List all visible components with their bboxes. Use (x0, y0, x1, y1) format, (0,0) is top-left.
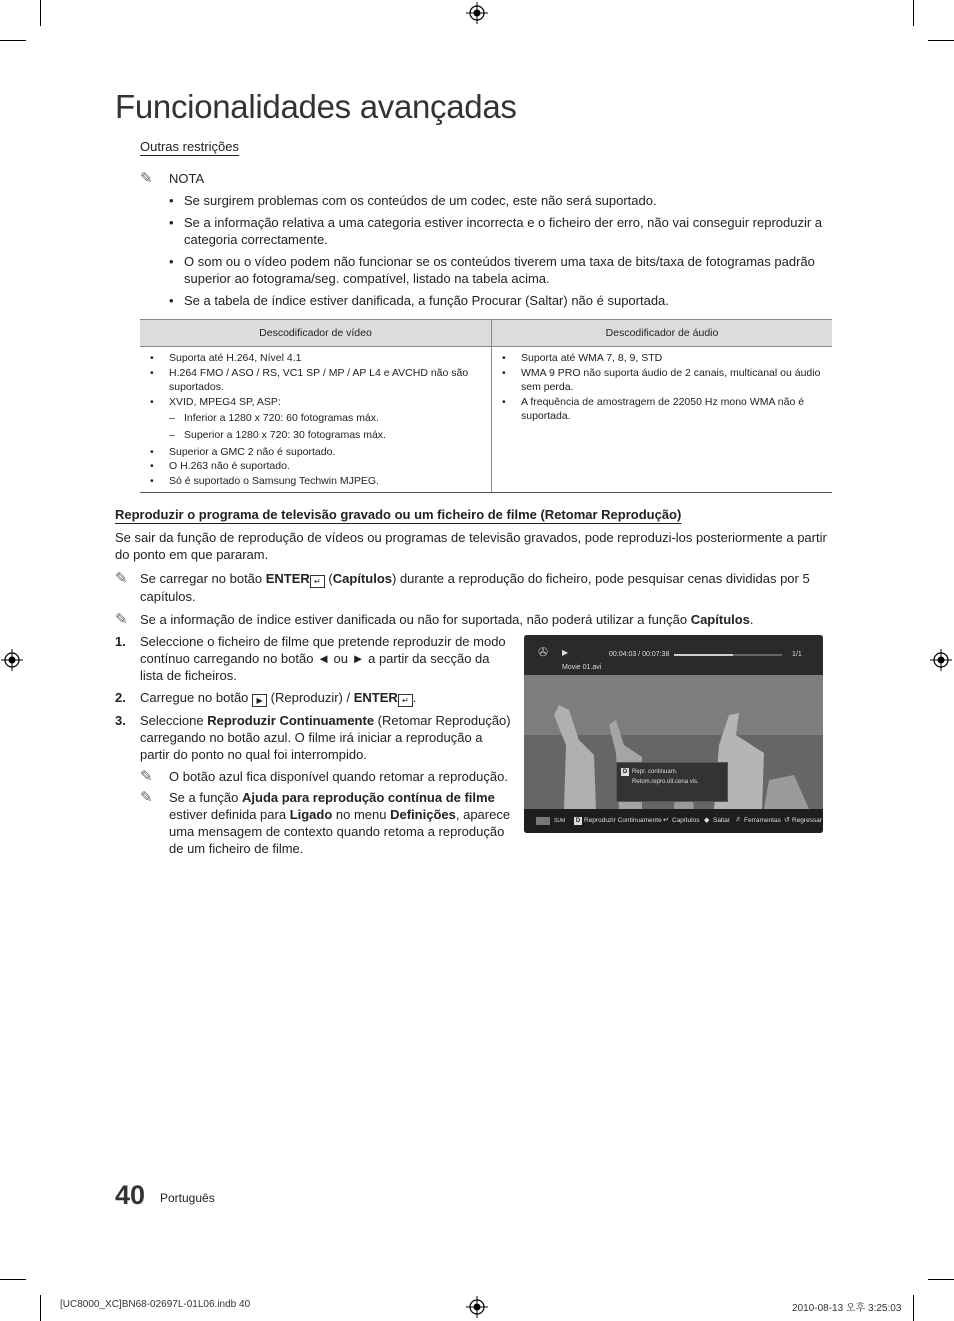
page-number: 40 (115, 1180, 146, 1210)
tv-info-bar (524, 635, 823, 675)
sub-list-item: – Inferior a 1280 x 720: 60 fotogramas máx. (169, 411, 485, 426)
section-heading: Reproduzir o programa de televisão gravado ou um ficheiro de filme (Retomar Reprodução) (115, 507, 682, 522)
list-item: • Suporta até H.264, Nível 4.1 (150, 351, 485, 366)
registration-mark-icon (466, 1296, 488, 1318)
steps-list (115, 633, 515, 861)
skip-button[interactable]: Saltar (713, 817, 730, 824)
list-item: • Se a informação relativa a uma categoria estiver incorrecta e o ficheiro der erro, não vai conseguir reproduzir a categoria correctamente. (169, 214, 839, 248)
tools-button[interactable]: Ferramentas (744, 817, 781, 824)
chapters-icon: ↵ (663, 817, 669, 824)
film-reel-icon: ✇ (538, 645, 549, 659)
codec-table (140, 319, 832, 493)
progress-track (674, 654, 782, 656)
registration-mark-icon (1, 649, 23, 671)
page-language: Português (160, 1191, 215, 1205)
registration-mark-icon (930, 649, 952, 671)
skip-icon: ◆ (704, 817, 710, 824)
crop-mark (40, 1295, 41, 1321)
enter-key: ENTER (265, 571, 310, 586)
popup-message: Retom.repro.últ.cena vis. (632, 779, 699, 785)
crop-mark (928, 1279, 954, 1280)
note-pencil-icon: ✎ (115, 570, 128, 587)
play-icon: ▶ (562, 648, 569, 657)
list-item: • O H.263 não é suportado. (150, 459, 485, 474)
blue-button-badge: D (622, 769, 628, 775)
popup-title: Repr. continuam. (632, 769, 678, 775)
note-pencil-icon: ✎ (140, 768, 153, 785)
list-item: • Só é suportado o Samsung Techwin MJPEG. (150, 474, 485, 489)
tools-icon: ♬ (735, 816, 742, 823)
sum-logo-icon (536, 817, 550, 825)
audio-decoder-cell (492, 347, 833, 493)
crop-mark (913, 0, 914, 26)
crop-mark (40, 0, 41, 26)
crop-mark (913, 1295, 914, 1321)
chapters-note: ✎ Se carregar no botão ENTER ↵ (Capítulos) durante a reprodução do ficheiro, pode pesquisar cenas divididas por 5 capítulos. (115, 570, 810, 604)
crop-mark (0, 1279, 26, 1280)
blue-button-d[interactable]: D (575, 818, 581, 824)
enter-key-icon: ↵ (310, 575, 325, 588)
return-icon: ↺ (784, 817, 790, 824)
footer-timestamp: 2010-08-13 오후 3:25:03 (792, 1303, 902, 1314)
progress-fill (674, 654, 733, 656)
notes-list (169, 192, 839, 314)
step-2: 2. Carregue no botão ▶ (Reproduzir) / ENTER ↵ . (115, 690, 417, 705)
note-pencil-icon: ✎ (115, 611, 128, 628)
step-1: 1. Seleccione o ficheiro de filme que pretende reproduzir de modo contínuo carregando no botão ◄ ou ► a partir da secção da lista de ficheiros. (115, 634, 506, 683)
list-item: • A frequência de amostragem de 22050 Hz mono WMA não é suportada. (502, 395, 826, 424)
step-note: ✎ O botão azul fica disponível quando retomar a reprodução. (140, 768, 508, 785)
list-item: • Superior a GMC 2 não é suportado. (150, 445, 485, 460)
tv-page: 1/1 (792, 651, 802, 658)
page-title: Funcionalidades avançadas (115, 88, 517, 125)
sum-label: SUM (554, 818, 566, 824)
section-intro: Se sair da função de reprodução de vídeos ou programas de televisão gravados, pode reproduzi-los posteriormente a partir do ponto em que pararam. (115, 530, 827, 562)
return-button[interactable]: Regressar (792, 817, 822, 824)
list-item-text: XVID, MPEG4 SP, ASP: (169, 395, 281, 408)
sub-list-item: – Superior a 1280 x 720: 30 fotogramas máx. (169, 428, 485, 443)
note-pencil-icon: ✎ (140, 789, 153, 806)
index-note: ✎ Se a informação de índice estiver danificada ou não for suportada, não poderá utilizar a função Capítulos. (115, 611, 754, 628)
video-decoder-cell (140, 347, 492, 493)
enter-key-icon: ↵ (398, 694, 413, 707)
footer-file-info: [UC8000_XC]BN68-02697L-01L06.indb 40 (60, 1299, 251, 1310)
crop-mark (0, 40, 26, 41)
list-item (150, 395, 485, 443)
list-item: • Se surgirem problemas com os conteúdos de um codec, este não será suportado. (169, 192, 839, 209)
list-item: • H.264 FMO / ASO / RS, VC1 SP / MP / AP L4 e AVCHD não são suportados. (150, 366, 485, 395)
resume-popup (616, 762, 728, 802)
continuous-play-button[interactable]: Reproduzir Continuamente (584, 817, 662, 824)
play-key-icon: ▶ (252, 694, 267, 707)
audio-decoder-header: Descodificador de áudio (492, 320, 833, 347)
tv-time: 00:04:03 / 00:07:38 (609, 651, 670, 658)
list-item: • Se a tabela de índice estiver danificada, a função Procurar (Saltar) não é suportada. (169, 292, 839, 309)
list-item: • O som ou o vídeo podem não funcionar se os conteúdos tiverem uma taxa de bits/taxa de fotogramas padrão superior ao fotograma/seg. compatível, listado na tabela acima. (169, 253, 839, 287)
note-label: NOTA (169, 171, 205, 186)
subsection-title: Outras restrições (140, 139, 239, 154)
list-item: • Suporta até WMA 7, 8, 9, STD (502, 351, 826, 366)
list-item: • WMA 9 PRO não suporta áudio de 2 canais, multicanal ou áudio sem perda. (502, 366, 826, 395)
registration-mark-icon (466, 2, 488, 24)
step-3: 3. Seleccione Reproduzir Continuamente (Retomar Reprodução) carregando no botão azul. O filme irá iniciar a reprodução a partir do ponto no qual foi interrompido. (115, 713, 511, 762)
tv-screenshot (524, 635, 823, 833)
note-pencil-icon: ✎ (140, 170, 153, 187)
chapters-button[interactable]: Capítulos (672, 817, 700, 824)
step-note: ✎ Se a função Ajuda para reprodução contínua de filme estiver definida para Ligado no menu Definições, aparece uma mensagem de contexto quando retoma a reprodução de um ficheiro de filme. (140, 789, 511, 856)
video-decoder-header: Descodificador de vídeo (140, 320, 492, 347)
tv-button-bar (524, 809, 823, 833)
crop-mark (928, 40, 954, 41)
tv-filename: Movie 01.avi (562, 664, 602, 671)
